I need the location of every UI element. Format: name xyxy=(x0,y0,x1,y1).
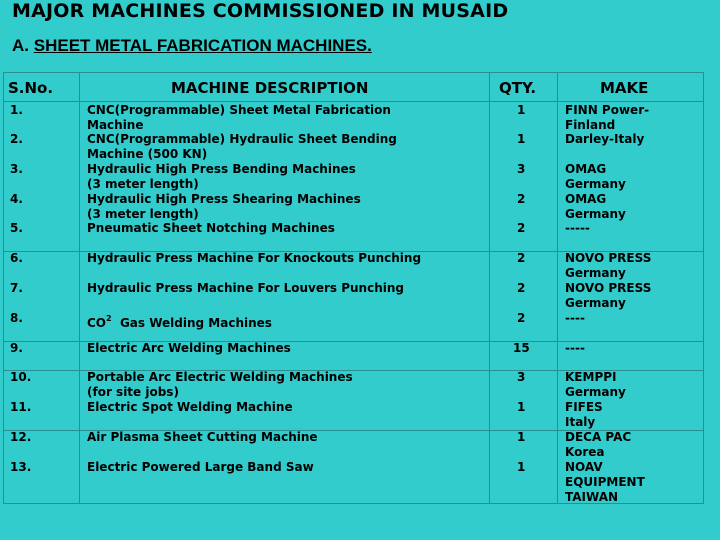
row-make: Germany xyxy=(565,296,626,310)
row-qty: 1 xyxy=(517,430,526,444)
row-description: (3 meter length) xyxy=(87,207,199,221)
row-make: Germany xyxy=(565,177,626,191)
row-make: Italy xyxy=(565,415,596,429)
row-description: (3 meter length) xyxy=(87,177,199,191)
row-make: EQUIPMENT xyxy=(565,475,645,489)
row-description: Hydraulic Press Machine For Louvers Punching xyxy=(87,281,404,295)
row-description: Hydraulic High Press Bending Machines xyxy=(87,162,356,176)
column-divider xyxy=(557,73,558,503)
header-qty: QTY. xyxy=(499,79,537,97)
row-sno: 11. xyxy=(10,400,32,414)
header-sno: S.No. xyxy=(8,79,54,97)
row-make: Germany xyxy=(565,266,626,280)
row-qty: 1 xyxy=(517,103,526,117)
machines-table xyxy=(3,72,704,504)
row-make: Darley-Italy xyxy=(565,132,645,146)
row-sno: 6. xyxy=(10,251,23,265)
row-description: Air Plasma Sheet Cutting Machine xyxy=(87,430,318,444)
row-make: NOVO PRESS xyxy=(565,281,652,295)
row-make: FINN Power- xyxy=(565,103,650,117)
row-make: Germany xyxy=(565,207,626,221)
row-sno: 12. xyxy=(10,430,32,444)
row-description: Hydraulic Press Machine For Knockouts Punching xyxy=(87,251,422,265)
row-make: KEMPPI xyxy=(565,370,617,384)
row-description: Machine xyxy=(87,118,144,132)
section-heading xyxy=(12,36,372,56)
row-make: NOAV xyxy=(565,460,603,474)
page-title: MAJOR MACHINES COMMISSIONED IN MUSAID xyxy=(12,0,509,22)
subscript-number: 2 xyxy=(106,314,112,323)
row-make: Finland xyxy=(565,118,616,132)
row-description: Pneumatic Sheet Notching Machines xyxy=(87,221,335,235)
row-sno: 2. xyxy=(10,132,23,146)
row-description: (for site jobs) xyxy=(87,385,179,399)
row-sno: 8. xyxy=(10,311,23,325)
row-description: CNC(Programmable) Sheet Metal Fabrication xyxy=(87,103,391,117)
row-sno: 13. xyxy=(10,460,32,474)
row-make: NOVO PRESS xyxy=(565,251,652,265)
row-qty: 1 xyxy=(517,400,526,414)
row-qty: 2 xyxy=(517,221,526,235)
section-label: SHEET METAL FABRICATION MACHINES. xyxy=(33,36,372,55)
row-sno: 10. xyxy=(10,370,32,384)
row-make: ---- xyxy=(565,341,585,355)
row-qty: 2 xyxy=(517,251,526,265)
row-sno: 4. xyxy=(10,192,23,206)
row-qty: 1 xyxy=(517,132,526,146)
header-description: MACHINE DESCRIPTION xyxy=(171,79,369,97)
description-text: CO xyxy=(87,316,107,330)
row-divider xyxy=(4,101,703,102)
row-make: ---- xyxy=(565,311,585,325)
row-qty: 3 xyxy=(517,370,526,384)
header-make: MAKE xyxy=(600,79,649,97)
row-make: ----- xyxy=(565,221,590,235)
row-description xyxy=(87,311,272,331)
row-sno: 7. xyxy=(10,281,23,295)
row-make: TAIWAN xyxy=(565,490,619,504)
description-text: Gas Welding Machines xyxy=(111,316,272,330)
row-make: DECA PAC xyxy=(565,430,632,444)
row-qty: 2 xyxy=(517,192,526,206)
row-make: OMAG xyxy=(565,192,607,206)
row-qty: 3 xyxy=(517,162,526,176)
row-sno: 1. xyxy=(10,103,23,117)
row-make: FIFES xyxy=(565,400,603,414)
row-description: Electric Arc Welding Machines xyxy=(87,341,291,355)
row-qty: 15 xyxy=(513,341,530,355)
row-description: Electric Powered Large Band Saw xyxy=(87,460,314,474)
column-divider xyxy=(489,73,490,503)
row-sno: 3. xyxy=(10,162,23,176)
row-sno: 9. xyxy=(10,341,23,355)
section-prefix: A. xyxy=(12,36,29,55)
row-description: Hydraulic High Press Shearing Machines xyxy=(87,192,361,206)
row-description: CNC(Programmable) Hydraulic Sheet Bending xyxy=(87,132,397,146)
row-description: Electric Spot Welding Machine xyxy=(87,400,293,414)
row-make: OMAG xyxy=(565,162,607,176)
row-qty: 1 xyxy=(517,460,526,474)
row-make: Germany xyxy=(565,385,626,399)
column-divider xyxy=(79,73,80,503)
row-make: Korea xyxy=(565,445,605,459)
row-qty: 2 xyxy=(517,281,526,295)
row-description: Machine (500 KN) xyxy=(87,147,208,161)
row-description: Portable Arc Electric Welding Machines xyxy=(87,370,353,384)
row-sno: 5. xyxy=(10,221,23,235)
row-qty: 2 xyxy=(517,311,526,325)
